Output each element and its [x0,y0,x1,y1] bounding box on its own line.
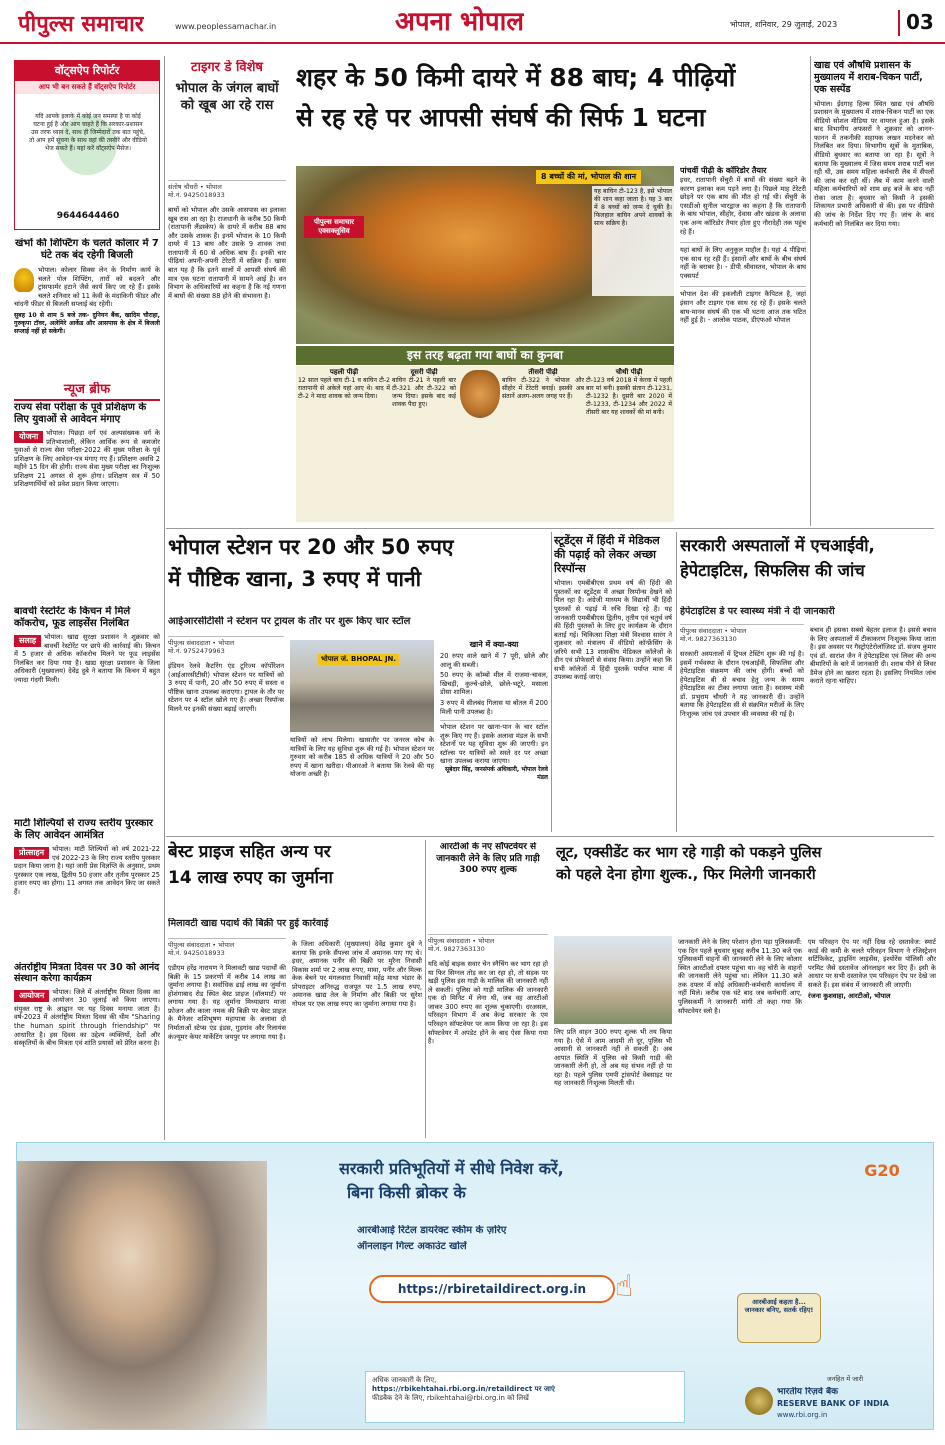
byline-name: संतोष चौधरी • भोपाल [168,183,222,191]
ad-footer-box [365,1371,685,1423]
generation-label: तीसरी पीढ़ी [528,368,558,376]
ad-headline-2: बिना किसी ब्रोकर के [347,1183,466,1202]
headline-line-1: शहर के 50 किमी दायरे में 88 बाघ; 4 पीढ़ियों [296,63,736,92]
ad-bubble: आरबीआई कहता है... जानकार बनिए, सतर्क रहिए! [737,1293,821,1343]
generation-label: पहली पीढ़ी [329,368,359,376]
penalty-headline [168,840,420,916]
quote-1: यहां बाघों के लिए अनुकूल माहौल है। यहां 4 पीढ़ियां एक साथ रह रही हैं। इंसानों और बाघों के बीच संघर्ष नहीं के बराबर है। - डीपी श्रीवास्तव, भोपाल के बाघ एक्सपर्ट [680,242,806,280]
story-note: सुबह 10 से शाम 5 बजे तक- दुनियन बैंक, खादिम चौराहा, गुरुकृपा टॉवर, अलेमिरे आर्केड और आसपास के क्षेत्र में बिजली सप्लाई नहीं हो सकेगी। [14,311,160,335]
ad-footer-3: फीडबैक देने के लिए, rbikehtahai@rbi.org.in को लिखें [372,1393,529,1402]
penalty-subhead: मिलावटी खाद्य पदार्थ की बिक्री पर हुई कार्रवाई [168,918,329,929]
tiger-body: बाघों को भोपाल और उसके आसपास का इलाका खूब रास आ रहा है। राजधानी के करीब 50 किमी (रातापानी लैंडस्केप) के दायरे में करीब 88 बाघ और उसके शावक हैं। इनमें भोपाल के 10 किमी दायरे में 13 बाघ और उसके 9 शावक तथा रातापानी में 60 से अधिक बाघ हैं। इनकी चार पीढ़ियां अपनी-अपनी टेरेटरी में सक्रिय हैं। खास बात यह है कि इतने सालों में आपसी संघर्ष की मात्र एक घटना रातापानी में सामने आई है। वन विभाग के अधिकारियों का कहना है कि नई गणना में बाघों की संख्या 88 होने की संभावना है। [168,206,286,300]
menu-item: 20 रुपए वाले खाने में 7 पूरी, छोले और आलू की सब्जी। [440,652,548,669]
story-body: भोपाल। एमबीबीएस प्रथम वर्ष की हिंदी की पुस्तकों का स्टूडेंट्स में अच्छा रिस्पॉन्स देखने को मिल रहा है। अंग्रेजी माध्यम के विद्यार्थी भी हिंदी पुस्तकों से पढ़ाई में रुचि दिखा रहे हैं। यह जानकारी एमबीबीएस द्वितीय, तृतीय एवं चतुर्थ वर्ष की हिंदी पुस्तकों के लिए हुए कार्यक्रम के दौरान बताई गई। चिकित्सा शिक्षा मंत्री विश्वास सारंग ने शुक्रवार को मंत्रालय में वीडियो कॉन्फ्रेंसिंग के जरिये सभी 13 शासकीय मेडिकल कॉलेजों के डीन एवं प्रोफेसरों से संवाद किया। उन्होंने कहा कि सभी कॉलेजों में हिंदी पुस्तकें पर्याप्त मात्रा में उपलब्ध कराई जाएं। [554,579,672,682]
generation-text: बाघिन टी-322 ने भोपाल और सीहोर में टेरेटरी बनाई। इसकी अब संतानें अलग-अलग जगह पर हैं। [502,376,584,401]
whatsapp-text: यदि आपके इलाके में कोई जन समस्या है या कोई घटना हुई है और आप चाहते हैं कि सरकार-प्रशासन उस तरफ ध्यान दे, साथ ही जिम्मेदारों तक बात पहुंचे, तो आप हमें सूचना के साथ वहां की तस्वीरें और वीडियो भेज सकते हैं। यहां करें वॉट्सऐप मैसेज। [29,113,147,153]
story-tag: सलाह [14,635,41,647]
story-headline: स्टूडेंट्स में हिंदी में मेडिकल की पढ़ाई को लेकर अच्छा रिस्पॉन्स [554,534,660,575]
software-body: यदि कोई बाइक सवार चेन स्नैचिंग कर भाग रहा हो या फिर सिग्नल तोड़ कर जा रहा हो, तो सड़क पर खड़ी पुलिस इस गाड़ी के मालिक की जानकारी नहीं ले सकती। पुलिस को गाड़ी मालिक की जानकारी एक दो मिनिट में लेना थी, जब वह आरटीओ जाकर 300 रुपए का शुल्क चुकाएगी। दरअसल, परिवहन विभाग में अब केन्द्र सरकार के एम परिवहन सॉफ्टवेयर पर काम किया जा रहा है। इस सॉफ्टवेयर में अपडेट होने के बाद ऐसा किया गया है। [428,960,548,1046]
g20-logo: G20 [864,1161,900,1180]
hiv-body-2: बचाव ही इसका सबसे बेहतर इलाज है। इससे बचाव के लिए अस्पतालों में टीकाकरण निःशुल्क किया जाता है। इस अवसर पर गैस्ट्रोएंटेरोलॉजिस्ट डॉ. संजय कुमार एवं डॉ. सारांश जैन ने हेपेटाइटिस एवं लिवर की अन्य बीमारियों के बारे में जानकारी दी। शराब पीने से लिवर डैमेज होने का खतरा रहता है। इसलिए नियमित जांच कराते रहना चाहिए। [810,626,936,686]
rbi-advertisement [16,1142,934,1430]
menu-title: खाने में क्या-क्या [469,640,519,649]
story-headline: माटी शिल्पियों से राज्य स्तरीय पुरस्कार के लिए आवेदन आमंत्रित [14,818,153,841]
corridor-head: पांचवीं पीढ़ी के कॉरिडोर तैयार [680,166,767,175]
penalty-body-2: के जिला अधिकारी (मुख्यालय) देवेंद्र कुमार दुबे ने बताया कि इनके सैंपल्स जांच में अमानक पाए गए थे। इधर, अमानक पनीर की बिक्री पर मुरैना निवासी विकास शर्मा पर 2 लाख रुपए, मावा, पनीर और मिल्क केक बेचने पर मंगलवारा निवासी महेंद्र माथा भंडार के प्रोपराइटर अनिरुद्ध राजपूत पर 1.5 लाख रुपए, अमानक खाद्य तेल के निर्माण और बिक्री पर सुरेश गोयल पर एक लाख रुपए का जुर्माना लगाया गया है। [292,940,422,1008]
software-byline [428,934,548,956]
hand-pointer-icon: ☝ [615,1269,634,1304]
byline-mobile: मो.नं. 9827363130 [428,945,485,954]
menu-quote: भोपाल स्टेशन पर खाना-पान के चार स्टॉल शुरू किए गए हैं। इसके अलावा मंडल के सभी स्टेशनों पर यह सुविधा शुरू की जाएगी। इन स्टॉल्स पर यात्रियों को सस्ते दर पर अच्छा खाना उपलब्ध कराया जाएगा। [440,720,548,766]
rbi-name-english: RESERVE BANK OF INDIA [777,1399,889,1408]
story-kolar-power [14,238,160,376]
ad-footer-2: https://rbikehtahai.rbi.org.in/retaildirect पर जाएं [372,1384,555,1393]
story-tag: आयोजन [14,990,49,1002]
tiger-generations [296,366,674,522]
byline-mobile: मो.नं. 9425018933 [168,949,225,958]
ad-footer-1: अधिक जानकारी के लिए, [372,1376,437,1384]
headline-line-1: बेस्ट प्राइज सहित अन्य पर [168,842,331,862]
whatsapp-box [14,60,160,230]
column-rule [551,532,552,832]
headline-line-1: लूट, एक्सीडेंट कर भाग रहे गाड़ी को पकड़ने पुलिस [556,845,822,861]
headline-line-2: को पहले देना होगा शुल्क., फिर मिलेगी जानकारी [556,867,816,884]
story-clay-artisans [14,818,160,958]
loot-body-2: एम परिवहन ऐप पर नहीं दिख रहे दस्तावेज: स्मार्ट कार्ड की कमी के चलते परिवहन विभाग ने रजिस्ट्रेशन सर्टिफिकेट, ड्राइविंग लाइसेंस, इंश्योरेंस पॉलिसी और परमिट जैसे दस्तावेज ऑनलाइन कर दिए हैं। इसी के आधार पर सभी दस्तावेज एम परिवहन ऐप पर देखे जा सकते हैं। इस संबंध में जानकारी ली जाएगी। [808,938,936,989]
rbi-emblem-icon [745,1387,773,1415]
tiger-subhead: भोपाल के जंगल बाघों को खूब आ रहे रास [175,80,279,114]
station-body-2: यात्रियों को लाभ मिलेगा। खासतौर पर जनरल कोच के यात्रियों के लिए यह सुविधा शुरू की गई है। भोपाल स्टेशन पर गुरुवार को करीब 185 से अधिक यात्रियों ने 20 और 50 रुपए में खाना खरीदा। पीआरओ ने बताया कि रेलवे की यह योजना अच्छी है। [290,736,434,779]
station-body: इंडियन रेलवे कैटरिंग एंड टूरिज्म कॉर्पोरेशन (आईआरसीटीसी) भोपाल स्टेशन पर यात्रियों को 3 रुपए में पानी, 20 और 50 रुपए में सस्ता व पौष्टिक खाना उपलब्ध कराएगा। ट्रायल के तौर पर स्टेशन पर 4 स्टॉल खोले गए हैं। अच्छा रिस्पॉन्स मिलने पर इनकी संख्या बढ़ाई जाएगी। [168,662,284,713]
headline-line-2: में पौष्टिक खाना, 3 रुपए में पानी [168,566,422,591]
story-headline: खंभों की शिफ्टिंग के चलते कोलार में 7 घंटे तक बंद रहेगी बिजली [15,238,159,261]
headline-line-2: से रह रहे पर आपसी संघर्ष की सिर्फ 1 घटना [296,103,706,132]
menu-item: 50 रुपए के कॉम्बो मील में राजमा-चावल, खिचड़ी, कुल्चे-छोले, छोले-भटूरे, मसाला डोसा शामिल। [440,671,548,697]
story-headline: बावर्ची रेस्टोरेंट के किचन में मिले कॉकरोच, फूड लाइसेंस निलंबित [14,606,131,629]
story-headline: राज्य सेवा परीक्षा के पूर्व प्रशिक्षण के लिए युवाओं से आवेदन मंगाए [14,402,147,425]
site-url: www.peoplessamachar.in [175,22,277,31]
hiv-headline [680,534,938,616]
generation-4 [586,368,672,518]
station-menu [440,640,548,832]
story-headline: अंतर्राष्ट्रीय मित्रता दिवस पर 30 को आनंद संस्थान करेगा कार्यक्रम [14,962,160,985]
story-body: भोपाल। ईदगाह हिल्स स्थित खाद्य एवं औषधि प्रशासन के मुख्यालय में शराब-चिकन पार्टी का एक वीडियो सोशल मीडिया पर वायरल हुआ है। इसके बाद विभागीय अफसरों ने शुक्रवार को आनन-फानन में तकनीकी सहायक लखन मदनेकर को निलंबित कर दिया। विभागीय सूत्रों के मुताबिक, वीडियो बुधवार का बताया जा रहा है। सूत्रों ने बताया कि मुख्यालय में जिस समय शराब पार्टी चल रही थी, उस समय महिला कर्मचारी लैब में सैंपलों की जांच कर रही थीं। लैब में काम करने वाली महिला कर्मचारियों को शाम छह बजे के बाद नहीं रोका जाता है। बुधवार को किसी ने इसकी शिकायत प्रभारी अधिकारी से की। इस पर वीडियो की जांच के निर्देश दिए गए हैं। जांच के बाद कर्मचारी को निलंबित कर दिया गया। [814,99,934,228]
rbi-url[interactable]: www.rbi.org.in [777,1411,828,1419]
story-body: भोपाल। जिले में अंतर्राष्ट्रीय मित्रता दिवस का आयोजन 30 जुलाई को किया जाएगा। संयुक्त राष्ट्र के आह्वान पर यह दिवस मनाया जाता है। वर्ष-2023 में अंतर्राष्ट्रीय मित्रता दिवस की थीम "Sharing the human spirit through friendship" पर आधारित है। इस दिवस का उद्देश्य व्यक्तियों, देशों और संस्कृतियों के बीच मित्रता एवं शांति प्रयासों को प्रेरित करना है। [14,987,160,1048]
station-subhead: आईआरसीटीसी ने स्टेशन पर ट्रायल के तौर पर शुरू किए चार स्टॉल [168,616,411,627]
tiger-kicker: टाइगर डे विशेष [191,60,263,75]
byline-name: पीपुल्स संवाददाता • भोपाल [168,639,235,647]
byline-mobile: मो.नं. 9752479963 [168,647,225,656]
byline-name: पीपुल्स संवाददाता • भोपाल [168,941,235,949]
section-rule [166,836,934,837]
hiv-body: सरकारी अस्पतालों में ट्रिपल टेस्टिंग शुरू की गई है। इसमें गर्भवस्था के दौरान एचआईवी, सिफलिस और हेपेटाइटिस संक्रमण की जांच होगी। बच्चों को हेपेटाइटिस बी से बचाव हेतु जन्म के समय हेपेटाइटिस का टीका लगाया जाता है। स्वास्थ्य मंत्री डॉ. प्रभुराम चौधरी ने यह जानकारी दी। उन्होंने बताया कि हेपेटाइटिस सी से संक्रमित मरीजों के लिए निःशुल्क जांच एवं उपचार की व्यवस्था की गई है। [680,650,804,718]
rbi-name-hindi: भारतीय रिज़र्व बैंक [777,1387,839,1397]
generation-1 [298,368,390,518]
loot-headline [556,842,936,928]
story-exam-training [14,402,160,598]
menu-sign: सूबेदार सिंह, जनसंपर्क अधिकारी, भोपाल रेलवे मंडल [445,765,548,781]
exclusive-badge: पीपुल्स समाचार एक्सक्लूसिव [304,216,364,238]
byline-mobile: मो.नं. 9827363130 [680,635,737,644]
story-tag: प्रोत्साहन [14,847,49,859]
news-brief-label: न्यूज ब्रीफ [14,382,160,401]
generation-text: टी-123 वर्ष 2018 में केरवा में पहली बार मां बनी। इसकी संतान टी-1231, टी-1232 है। दूसरी बार 2020 में टी-1233, टी-1234 और 2022 में तीसरी बार यह शावकों की मां बनी। [586,376,672,417]
headline-line-1: भोपाल स्टेशन पर 20 और 50 रुपए [168,535,454,559]
public-interest-note: जनहित में जारी [826,1375,864,1383]
photo-caption: 8 बच्चों की मां, भोपाल की शान [536,170,641,184]
byline-name: पीपुल्स संवाददाता • भोपाल [428,937,495,945]
byline-name: पीपुल्स संवाददाता • भोपाल [680,627,747,635]
tiger-headline [296,58,808,162]
station-byline [168,636,284,658]
story-body: भोपाल। कोलार सिक्स लेन के निर्माण कार्य के चलते पोल शिफ्टिंग, तारों को बदलने और ट्रांसफार्मर हटाने जैसे कार्य किए जा रहे हैं। इसके चलते शनिवार को 11 केवी के मंदाकिनी फीडर और चांदनी फीडर से बिजली सप्लाई बंद रहेगी। [14,266,160,309]
story-tag: योजना [14,431,43,443]
page-number: 03 [898,10,934,36]
whatsapp-title: वॉट्सऐप रिपोर्टर [15,61,159,81]
story-headline: खाद्य एवं औषधि प्रशासन के मुख्यालय में शराब-चिकन पार्टी, एक सस्पेंड [814,60,923,95]
column-rule [810,56,811,526]
dateline: भोपाल, शनिवार, 29 जुलाई, 2023 [730,20,838,29]
menu-item: 3 रुपए में सीलबंद गिलास या बोतल में 200 मिली पानी उपलब्ध है। [440,699,548,716]
rto-photo [554,936,672,1024]
column-rule [164,56,165,1140]
brand-logo: पीपुल्स समाचार [18,11,144,37]
story-students [554,534,672,830]
ad-scheme-line: आरबीआई रिटेल डायरेक्ट स्कीम के ज़रिए [357,1225,507,1236]
whatsapp-sub: आप भी बन सकते हैं वॉट्सऐप रिपोर्टर [15,81,159,94]
quote-2: भोपाल देश की इकलौती टाइगर कैपिटल है, जहां इंसान और टाइगर एक साथ रह रहे हैं। इसके चलते बाघ-मानव संघर्ष की एक भी घटना आज तक घटित नहीं हुई है। - आलोक पाठक, डीएफओ भोपाल [680,286,806,324]
tiger-byline [168,180,286,202]
loot-sign: रंजना कुशवाहा, आरटीओ, भोपाल [808,992,891,1001]
tiger-photo-text: यह बाघिन टी-123 है, इसे भोपाल की शान कहा जाता है। यह 3 बार में 8 बच्चों को जन्म दे चुकी है। फिलहाल बाघिन अपने शावकों के साथ सक्रिय है। [592,186,674,296]
tiger-corridor [680,166,806,522]
generation-text: 12 साल पहले बाघ टी-1 व बाघिन टी-2 रातापानी से अकेले यहां आए थे। बाद में टी-2 ने मादा शावक को जन्म दिया। [298,376,390,401]
headline-line-2: 14 लाख रुपए का जुर्माना [168,867,333,888]
generation-label: चौथी पीढ़ी [615,368,643,376]
section-title: अपना भोपाल [395,7,524,37]
story-food-party [814,60,934,524]
generation-2 [392,368,456,518]
software-body-2: लिए प्रति वाहन 300 रुपए शुल्क भी तय किया गया है। ऐसे में आम आदमी तो दूर, पुलिस भी आसानी से जानकारी नहीं ले सकती है। अब आपात स्थिति में पुलिस को किसी गाड़ी की जानकारी लेनी हो, तो अब यह संभव नहीं हो पा रहा है। पहले पुलिस एमपी ट्रांसपोर्ट वेबसाइट पर यह जानकारी निःशुल्क मिलती थी। [554,1028,672,1088]
tiger-face-icon [460,370,500,418]
story-bawarchi [14,606,160,812]
loot-body: जानकारी लेने के लिए परेशान होना पड़ा पुलिसकर्मी: एक दिन पहले बुधवार सुबह करीब 11.30 बजे एक पुलिसकर्मी वाहनों की जानकारी लेने के लिए कोलार स्थित आरटीओ दफ्तर पहुंचा था। वह चोरी के वाहनों की जानकारी लेने पहुंचा था। लेकिन 11.30 बजे तक दफ्तर में कोई अधिकारी-कर्मचारी कार्यालय में नहीं मिले। करीब एक घंटे बाद जब कर्मचारी आए, पुलिसकर्मी ने जानकारी मांगी तो कहा गया कि सॉफ्टवेयर स्लो है। [678,938,802,1015]
corridor-body: इधर, रातापानी सेंचुरी में बाघों की संख्या बढ़ने के कारण इलाका कम पड़ने लगा है। पिछले माह टेरेटरी छोड़ने पर एक बाघ की मौत हो गई थी। सेंचुरी के एसडीओ सुनील भारद्वाज का कहना है कि रातापानी के बाघ भोपाल, सीहोर, देवास और खंडवा के अलावा एक अन्य कॉरिडोर तैयार होता हुए नौरादेही तक पहुंच रहे हैं। [680,176,806,236]
story-body: भोपाल। माटी शिल्पियों को वर्ष 2021-22 एवं 2022-23 के लिए राज्य स्तरीय पुरस्कार प्रदान किया जाना है। यहां जारी प्रेस विज्ञप्ति के अनुसार, प्रथम पुरस्कार एक लाख, द्वितीय 50 हजार और तृतीय पुरस्कार 25 हजार रुपए का होगा। 11 अगस्त तक आवेदन किए जा सकते हैं। [14,845,160,896]
ad-person-photo [17,1161,267,1430]
penalty-body: एडीएम हरेंद्र नारायण ने मिलावटी खाद्य पदार्थों की बिक्री के 15 प्रकरणों में करीब 14 लाख का जुर्माना लगाया है। सर्वाधिक ढाई लाख का जुर्माना होशंगाबाद रोड स्थित बेस्ट प्राइज (वॉलमार्ट) पर लगाया गया है। यह जुर्माना मिथ्याछाप माजा फ्रोजन और काला नमक की बिक्री पर बेस्ट प्राइज के मैनेजर शशिभूषण महापात्रा के अलावा दो निर्माताओं स्टेप्स एंड इंडस, गुड़गांव और रिलायंस कंज्यूमर केयर मार्केटिंग जयपुर पर लगाया गया है। [168,964,286,1041]
station-photo [290,640,434,732]
hiv-byline [680,624,804,646]
story-friendship-day [14,962,160,1134]
loot-side [808,938,936,1134]
story-body: भोपाल। खाद्य सुरक्षा प्रशासन ने शुक्रवार को बावर्ची रेस्टोरेंट पर छापे की कार्रवाई की। किचन में 5 हजार से अधिक कॉकरोच मिलने पर फूड लाइसेंस निलंबित कर दिया गया है। खाद्य सुरक्षा प्रशासन के जिला अधिकारी (मुख्यालय) देवेंद्र दुबे ने बताया कि किचन में बहुत ज्यादा गंदगी मिली। [14,633,160,684]
headline-line-2: हेपेटाइटिस, सिफलिस की जांच [680,560,865,580]
column-rule [425,840,426,1138]
tiger-family-title: इस तरह बढ़ता गया बाघों का कुनबा [296,346,674,365]
hiv-subhead: हेपेटाइटिस डे पर स्वास्थ्य मंत्री ने दी जानकारी [680,606,835,617]
section-rule [166,528,934,529]
ad-url-button[interactable]: https://rbiretaildirect.org.in [369,1275,615,1303]
ad-headline-1: सरकारी प्रतिभूतियों में सीधे निवेश करें, [339,1159,564,1178]
byline-mobile: मो.नं. 9425018933 [168,191,225,200]
column-rule [676,532,677,832]
headline-line-1: सरकारी अस्पतालों में एचआईवी, [680,536,875,555]
tiger-kicker-box [168,60,286,178]
whatsapp-phone: 9644644460 [56,211,120,221]
generation-3 [502,368,584,518]
masthead [0,0,945,44]
bulb-icon [14,268,34,292]
penalty-byline [168,938,286,960]
software-kicker: आरटीओ के नए सॉफ्टवेयर से जानकारी लेने के लिए प्रति गाड़ी 300 रुपए शुल्क [436,842,540,876]
ad-gilt-line: ऑनलाइन गिल्ट अकाउंट खोलें [357,1241,467,1252]
generation-text: बाघिन टी-21 ने पहली बार टी-321 और टी-322 को जन्म दिया। इसके बाद कई शावक पैदा हुए। [392,376,456,409]
generation-label: दूसरी पीढ़ी [410,368,438,376]
story-body: भोपाल। पिछड़ा वर्ग एवं अल्पसंख्यक वर्ग के प्रतिभाशाली, लेकिन आर्थिक रूप से कमजोर युवाओं से राज्य सेवा परीक्षा-2022 की मुख्य परीक्षा के पूर्व प्रशिक्षण के लिए आवेदन-पत्र मंगाए गए हैं। प्रशिक्षण अवधि 2 महीने 15 दिन की होगी। राज्य सेवा मुख्य परीक्षा का निःशुल्क प्रशिक्षण 21 अगस्त से शुरू होगा। प्रशिक्षण सत्र में 50 प्रशिक्षणार्थियों को प्रवेश प्रदान किया जाएगा। [14,429,160,489]
station-sign: भोपाल जं. BHOPAL JN. [318,654,399,665]
